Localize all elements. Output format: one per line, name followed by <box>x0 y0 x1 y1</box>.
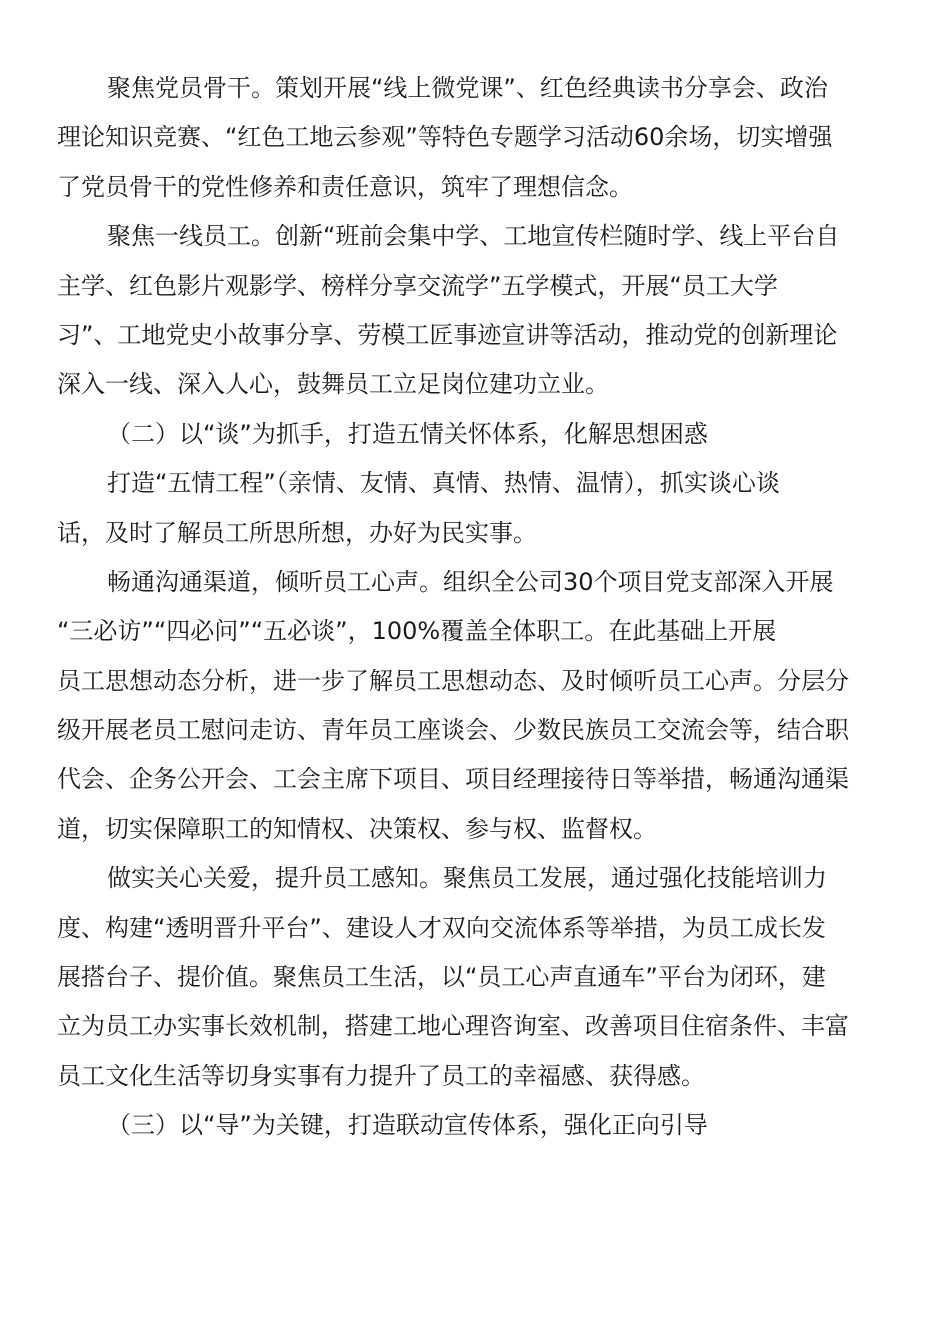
paragraph-1-line-3: 了党员骨干的党性修养和责任意识，筑牢了理想信念。 <box>57 172 633 201</box>
paragraph-5-line-2: 度、构建“透明晋升平台”、建设人才双向交流体系等举措，为员工成长发 <box>57 913 826 942</box>
paragraph-4-line-6: 道，切实保障职工的知情权、决策权、参与权、监督权。 <box>57 814 657 843</box>
paragraph-5-line-3: 展搭台子、提价值。聚焦员工生活，以“员工心声直通车”平台为闭环，建 <box>57 963 826 992</box>
paragraph-1-line-1: 聚焦党员骨干。策划开展“线上微党课”、红色经典读书分享会、政治 <box>107 74 828 102</box>
paragraph-4-line-4: 级开展老员工慰问走访、青年员工座谈会、少数民族员工交流会等，结合职 <box>57 716 849 745</box>
paragraph-2-line-1: 聚焦一线员工。创新“班前会集中学、工地宣传栏随时学、线上平台自 <box>107 222 840 251</box>
section-heading-3: （三）以“导”为关键，打造联动宣传体系，强化正向引导 <box>107 1111 708 1140</box>
paragraph-5-line-1: 做实关心关爱，提升员工感知。聚焦员工发展，通过强化技能培训力 <box>107 864 827 893</box>
paragraph-2-line-2: 主学、红色影片观影学、榜样分享交流学”五学模式，开展“员工大学 <box>57 271 778 300</box>
paragraph-2-line-4: 深入一线、深入人心，鼓舞员工立足岗位建功立业。 <box>57 370 609 399</box>
paragraph-4-line-2: “三必访”“四必问”“五必谈”，100%覆盖全体职工。在此基础上开展 <box>57 617 777 646</box>
paragraph-3-line-2: 话，及时了解员工所思所想，办好为民实事。 <box>57 518 537 547</box>
paragraph-3-line-1: 打造“五情工程”（亲情、友情、真情、热情、温情），抓实谈心谈 <box>107 469 780 498</box>
paragraph-5-line-4: 立为员工办实事长效机制，搭建工地心理咨询室、改善项目住宿条件、丰富 <box>57 1012 849 1041</box>
paragraph-4-line-5: 代会、企务公开会、工会主席下项目、项目经理接待日等举措，畅通沟通渠 <box>57 765 849 794</box>
document-body <box>57 64 897 1151</box>
paragraph-1-line-2: 理论知识竞赛、“红色工地云参观”等特色专题学习活动60余场，切实增强 <box>57 123 833 152</box>
paragraph-4-line-1: 畅通沟通渠道，倾听员工心声。组织全公司30个项目党支部深入开展 <box>107 567 834 596</box>
paragraph-4-line-3: 员工思想动态分析，进一步了解员工思想动态、及时倾听员工心声。分层分 <box>57 666 849 695</box>
paragraph-5-line-5: 员工文化生活等切身实事有力提升了员工的幸福感、获得感。 <box>57 1061 705 1090</box>
paragraph-2-line-3: 习”、工地党史小故事分享、劳模工匠事迹宣讲等活动，推动党的创新理论 <box>57 320 838 349</box>
section-heading-2: （二）以“谈”为抓手，打造五情关怀体系，化解思想困惑 <box>107 419 708 448</box>
